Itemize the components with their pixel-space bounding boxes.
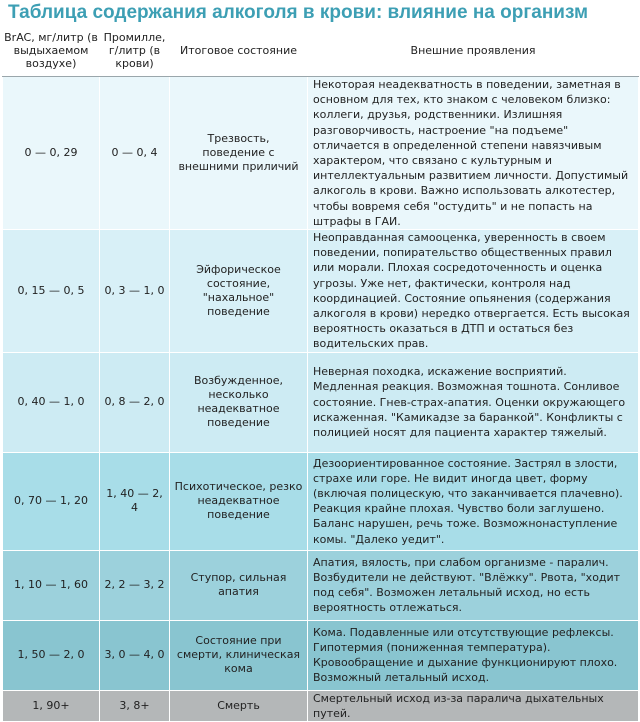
table-row xyxy=(3,230,639,353)
state-cell: Трезвость, поведение с внешними приличий xyxy=(170,77,308,230)
state-cell: Смерть xyxy=(170,690,308,721)
state-cell: Ступор, сильная апатия xyxy=(170,550,308,620)
description-cell: Неоправданная самооценка, уверенность в своем поведении, попирательство общественных правил или морали. Плохая сосредоточенность и оценка угрозы. Уже нет, фактически, контроля над координацией. Состояние опьянения (содержания алкоголя в крови) нередко отвергается. Есть высокая вероятность оказаться в ДТП и остаться без водительских прав. xyxy=(308,230,639,353)
description-cell: Кома. Подавленные или отсутствующие рефлексы. Гипотермия (пониженная температура). Кровообращение и дыхание функционируют плохо. Возможный летальный исход. xyxy=(308,620,639,690)
description-cell: Дезоориентированное состояние. Застрял в злости, страхе или горе. Не видит иногда цвет, форму (включая полицескую, что заканчивается плачевно). Реакция крайне плохая. Чувство боли заглушено. Баланс нарушен, речь тоже. Возможнонаступление комы. "Далеко уедит". xyxy=(308,452,639,550)
permille-cell: 3, 8+ xyxy=(100,690,170,721)
brac-cell: 0, 40 — 1, 0 xyxy=(3,352,100,452)
header-description: Внешние проявления xyxy=(308,25,639,77)
brac-cell: 0, 15 — 0, 5 xyxy=(3,230,100,353)
state-cell: Психотическое, резко неадекватное поведение xyxy=(170,452,308,550)
table-row xyxy=(3,352,639,452)
state-cell: Эйфорическое состояние, "нахальное" поведение xyxy=(170,230,308,353)
table-row xyxy=(3,77,639,230)
permille-cell: 0, 8 — 2, 0 xyxy=(100,352,170,452)
table-row xyxy=(3,452,639,550)
table-row xyxy=(3,620,639,690)
header-brac: BrAC, мг/литр (в выдыхаемом воздухе) xyxy=(3,25,100,77)
description-cell: Неверная походка, искажение восприятий. Медленная реакция. Возможная тошнота. Сонливое состояние. Гнев-страх-апатия. Оценки окружающего искаженная. "Камикадзе за баранкой". Конфликты с полицией носят для пациента характер тяжелый. xyxy=(308,352,639,452)
brac-cell: 1, 10 — 1, 60 xyxy=(3,550,100,620)
permille-cell: 2, 2 — 3, 2 xyxy=(100,550,170,620)
permille-cell: 0, 3 — 1, 0 xyxy=(100,230,170,353)
permille-cell: 3, 0 — 4, 0 xyxy=(100,620,170,690)
header-permille: Промилле, г/литр (в крови) xyxy=(100,25,170,77)
description-cell: Некоторая неадекватность в поведении, заметная в основном для тех, кто знаком с человеком близко: коллеги, друзья, родственники. Излишняя разговорчивость, настроение "на подъеме" отличается в определенной степени навязчивым характером, что связано с культурным и интеллектуальным развитием личности. Допустимый алкоголь в крови. Важно использовать алкотестер, чтобы вовремя себя "остудить" и не попасть на штрафы в ГАИ. xyxy=(308,77,639,230)
description-cell: Апатия, вялость, при слабом организме - паралич. Возбудители не действуют. "Влёжку". Рвота, "ходит под себя". Возможен летальный исход, но есть вероятность отлежаться. xyxy=(308,550,639,620)
brac-cell: 1, 50 — 2, 0 xyxy=(3,620,100,690)
brac-cell: 1, 90+ xyxy=(3,690,100,721)
brac-cell: 0, 70 — 1, 20 xyxy=(3,452,100,550)
state-cell: Возбужденное, несколько неадекватное поведение xyxy=(170,352,308,452)
page-title: Таблица содержания алкоголя в крови: влияние на организм xyxy=(8,2,589,23)
brac-cell: 0 — 0, 29 xyxy=(3,77,100,230)
alcohol-table xyxy=(2,24,639,722)
state-cell: Состояние при смерти, клиническая кома xyxy=(170,620,308,690)
header-row xyxy=(3,25,639,77)
header-state: Итоговое состояние xyxy=(170,25,308,77)
table-row xyxy=(3,690,639,721)
permille-cell: 1, 40 — 2, 4 xyxy=(100,452,170,550)
permille-cell: 0 — 0, 4 xyxy=(100,77,170,230)
description-cell: Смертельный исход из-за паралича дыхательных путей. xyxy=(308,690,639,721)
table-row xyxy=(3,550,639,620)
